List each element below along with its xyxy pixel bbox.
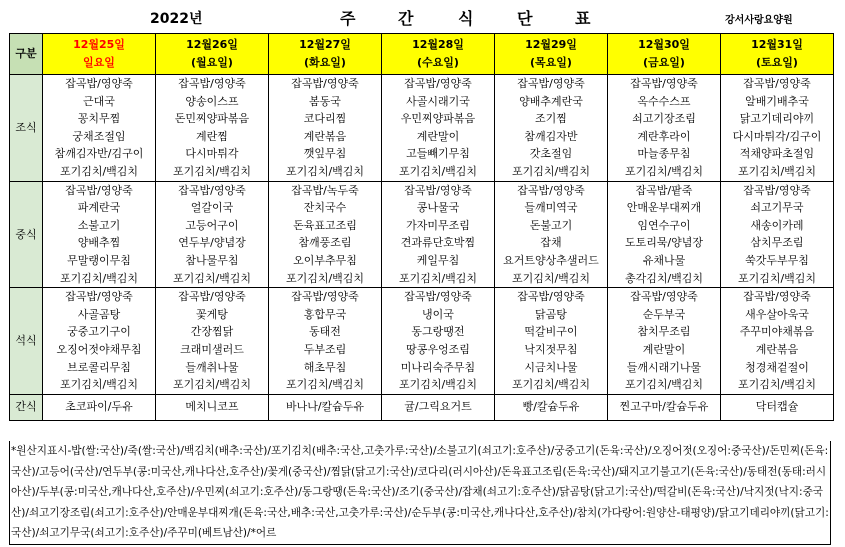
day-header — [495, 34, 608, 75]
day-date: 12월31일 — [751, 38, 803, 52]
menu-item: 근대국 — [83, 94, 115, 108]
menu-item: 계란말이 — [416, 129, 460, 143]
menu-item: 참깨풍조림 — [298, 236, 352, 250]
menu-cell — [269, 75, 382, 182]
menu-item: 떡갈비구이 — [524, 325, 578, 339]
menu-item: 잡곡밥/영양죽 — [65, 290, 133, 304]
menu-item: 양송이스프 — [185, 94, 239, 108]
menu-cell — [156, 181, 269, 288]
menu-item: 포기김치/백김치 — [398, 164, 478, 178]
menu-item: 오징어젓야채무침 — [56, 342, 142, 356]
menu-item: 양배추찜 — [77, 236, 121, 250]
menu-item: 잡채 — [540, 236, 562, 250]
menu-item: 참치무조림 — [637, 325, 691, 339]
menu-item: 시금치나물 — [524, 360, 578, 374]
header-row — [10, 34, 834, 75]
menu-item: 계란볶음 — [303, 129, 347, 143]
day-date: 12월27일 — [299, 38, 351, 52]
menu-item: 깻잎무침 — [303, 147, 347, 161]
menu-item: 잡곡밥/영양죽 — [178, 183, 246, 197]
day-name: (목요일) — [530, 56, 572, 69]
menu-cell — [721, 394, 834, 420]
menu-cell — [269, 181, 382, 288]
meal-label: 중식 — [10, 181, 43, 288]
day-header — [269, 34, 382, 75]
menu-item: 포기김치/백김치 — [737, 378, 817, 392]
menu-cell — [495, 394, 608, 420]
menu-item: 포기김치/백김치 — [172, 271, 252, 285]
menu-item: 동태전 — [309, 325, 341, 339]
menu-item: 들깨취나물 — [185, 360, 239, 374]
meal-row — [10, 288, 834, 395]
menu-cell — [721, 181, 834, 288]
menu-item: 주꾸미야채볶음 — [739, 325, 815, 339]
menu-cell — [382, 288, 495, 395]
menu-item: 적채양파초절임 — [739, 147, 815, 161]
menu-cell — [43, 394, 156, 420]
menu-item: 포기김치/백김치 — [59, 271, 139, 285]
menu-item: 메치니코프 — [185, 400, 239, 414]
menu-cell — [721, 75, 834, 182]
menu-item: 다시마튀각/김구이 — [732, 129, 822, 143]
title-char: 표 — [575, 9, 592, 28]
menu-item: 찐고구마/칼슘두유 — [619, 400, 709, 414]
menu-item: 포기김치/백김치 — [285, 271, 365, 285]
meal-row — [10, 181, 834, 288]
menu-item: 계란후라이 — [637, 129, 691, 143]
menu-item: 귤/그릭요거트 — [404, 400, 472, 414]
day-name: 일요일 — [83, 56, 115, 69]
menu-item: 잡곡밥/영양죽 — [630, 290, 698, 304]
menu-item: 참깨김자반 — [524, 129, 578, 143]
menu-item: 참나물무침 — [185, 253, 239, 267]
day-name: (금요일) — [643, 56, 685, 69]
menu-item: 동그랑땡전 — [411, 325, 465, 339]
menu-item: 갓초절임 — [529, 147, 573, 161]
menu-item: 새우살아욱국 — [745, 307, 809, 321]
day-name: (화요일) — [304, 56, 346, 69]
menu-cell — [608, 288, 721, 395]
menu-item: 총각김치/백김치 — [624, 271, 704, 285]
menu-item: 잡곡밥/영양죽 — [743, 290, 811, 304]
menu-item: 사골곰탕 — [77, 307, 121, 321]
menu-item: 케일무침 — [416, 253, 460, 267]
menu-item: 닭곰탕 — [535, 307, 567, 321]
menu-item: 포기김치/백김치 — [172, 164, 252, 178]
menu-item: 도토리묵/양념장 — [624, 236, 704, 250]
organization-name: 강서사랑요양원 — [725, 15, 793, 26]
title-char: 단 — [517, 9, 534, 28]
menu-cell — [43, 75, 156, 182]
menu-item: 참깨김자반/김구이 — [54, 147, 144, 161]
menu-item: 임연수구이 — [637, 218, 691, 232]
menu-item: 냉이국 — [422, 307, 454, 321]
menu-cell — [382, 394, 495, 420]
menu-item: 계란볶음 — [755, 342, 799, 356]
menu-item: 오이부추무침 — [293, 253, 357, 267]
menu-item: 빵/칼슘두유 — [522, 400, 580, 414]
menu-item: 잡곡밥/영양죽 — [404, 290, 472, 304]
menu-item: 궁채조절임 — [72, 129, 126, 143]
title-char: 식 — [458, 9, 475, 28]
menu-item: 들깨미역국 — [524, 201, 578, 215]
menu-item: 잡곡밥/영양죽 — [630, 77, 698, 90]
menu-cell — [495, 288, 608, 395]
menu-item: 잡곡밥/영양죽 — [743, 183, 811, 197]
menu-item: 포기김치/백김치 — [172, 378, 252, 392]
day-header — [156, 34, 269, 75]
menu-item: 궁중고기구이 — [67, 325, 131, 339]
menu-cell — [608, 75, 721, 182]
menu-item: 포기김치/백김치 — [511, 271, 591, 285]
menu-item: 무말랭이무침 — [67, 253, 131, 267]
menu-item: 알배기배추국 — [745, 94, 809, 108]
meal-row — [10, 75, 834, 182]
day-header — [382, 34, 495, 75]
meal-label: 석식 — [10, 288, 43, 395]
menu-item: 잡곡밥/영양죽 — [178, 77, 246, 90]
menu-item: 청경채겉절이 — [745, 360, 809, 374]
menu-item: 계란찜 — [196, 129, 228, 143]
menu-item: 봄동국 — [309, 94, 341, 108]
menu-item: 계란말이 — [642, 342, 686, 356]
day-date: 12월30일 — [638, 38, 690, 52]
menu-item: 새송이카레 — [750, 218, 804, 232]
menu-item: 코다리찜 — [303, 112, 347, 126]
menu-item: 연두부/양념장 — [178, 236, 246, 250]
menu-item: 조기찜 — [535, 112, 567, 126]
menu-item: 쇠고기무국 — [750, 201, 804, 215]
menu-item: 간장찜닭 — [190, 325, 234, 339]
menu-item: 초코파이/두유 — [65, 400, 133, 414]
menu-item: 포기김치/백김치 — [59, 164, 139, 178]
menu-item: 포기김치/백김치 — [737, 164, 817, 178]
menu-item: 고들빼기무침 — [406, 147, 470, 161]
menu-item: 포기김치/백김치 — [624, 164, 704, 178]
menu-item: 잔치국수 — [303, 201, 347, 215]
origin-note: *원산지표시-밥(쌀:국산)/죽(쌀:국산)/백김치(배추:국산)/포기김치(배추:국산,고춧가루:국산)/소불고기(쇠고기:호주산)/궁중고기(돈육:국산)/오징어젓(오징어:중국산)/돈민찌(돈육:국산)/고등어(국산)/연두부(콩:미국산,캐나다산,호주산)/꽃게(중국산)/찜닭(닭고기:국산)/코다리(러시아산)/돈육표고조림(돈육:국산)/돼지고기불고기(돈육:국산)/동태전(동태:러시아산)/두부(콩:미국산,캐나다산,호주산)/우민찌(쇠고기:호주산)/동그랑땡(돈육:국산)/조기(중국산)/잡채(쇠고기:호주산)/닭곰탕(닭고기:국산)/떡갈비(돈육:국산)/낙지젓(낙지:중국산)/쇠고기장조림(쇠고기:호주산)/안매운부대찌개(돈육:국산,배추:국산,고춧가루:국산)/순두부(콩:미국산,캐나다산,호주산)/참치(가다랑어:원양산-태평양)/닭고기데리야끼(닭고기:국산)/쇠고기무국(쇠고기:호주산)/주꾸미(베트남산)/*어르 — [9, 441, 831, 545]
day-date: 12월28일 — [412, 38, 464, 52]
menu-item: 쑥갓두부무침 — [745, 253, 809, 267]
menu-item: 브로콜리무침 — [67, 360, 131, 374]
meal-label: 간식 — [10, 394, 43, 420]
menu-cell — [382, 75, 495, 182]
day-date: 12월26일 — [186, 38, 238, 52]
menu-cell — [156, 394, 269, 420]
day-date: 12월25일 — [73, 38, 125, 52]
menu-item: 잡곡밥/영양죽 — [517, 183, 585, 197]
menu-item: 바나나/칼슘두유 — [285, 400, 365, 414]
year-label: 2022년 — [150, 11, 203, 27]
menu-item: 잡곡밥/영양죽 — [291, 290, 359, 304]
menu-item: 닭고기데리야끼 — [739, 112, 815, 126]
menu-item: 잡곡밥/영양죽 — [743, 77, 811, 90]
menu-item: 포기김치/백김치 — [737, 271, 817, 285]
menu-item: 양배추계란국 — [519, 94, 583, 108]
menu-item: 잡곡밥/팥죽 — [635, 183, 693, 197]
menu-item: 가자미무조림 — [406, 218, 470, 232]
menu-item: 크래미샐러드 — [180, 342, 244, 356]
menu-item: 다시마튀각 — [185, 147, 239, 161]
menu-item: 홍합무국 — [303, 307, 347, 321]
gubun-header: 구분 — [10, 34, 43, 75]
menu-cell — [495, 181, 608, 288]
menu-item: 소불고기 — [77, 218, 121, 232]
menu-cell — [382, 181, 495, 288]
day-header — [721, 34, 834, 75]
menu-item: 잡곡밥/영양죽 — [291, 77, 359, 90]
menu-cell — [608, 181, 721, 288]
meal-label: 조식 — [10, 75, 43, 182]
menu-item: 포기김치/백김치 — [398, 271, 478, 285]
weekly-menu-table — [9, 33, 834, 421]
menu-item: 마늘종무침 — [637, 147, 691, 161]
menu-item: 포기김치/백김치 — [59, 378, 139, 392]
day-name: (토요일) — [756, 56, 798, 69]
menu-item: 잡곡밥/영양죽 — [404, 77, 472, 90]
menu-item: 포기김치/백김치 — [624, 378, 704, 392]
menu-cell — [43, 181, 156, 288]
menu-item: 잡곡밥/영양죽 — [65, 183, 133, 197]
day-date: 12월29일 — [525, 38, 577, 52]
menu-item: 땅콩우엉조림 — [406, 342, 470, 356]
menu-item: 잡곡밥/영양죽 — [404, 183, 472, 197]
menu-item: 들깨시래기나물 — [626, 360, 702, 374]
menu-item: 파계란국 — [77, 201, 121, 215]
menu-item: 포기김치/백김치 — [285, 164, 365, 178]
menu-item: 안매운부대찌개 — [626, 201, 702, 215]
menu-item: 돈육표고조림 — [293, 218, 357, 232]
title-char: 간 — [398, 9, 415, 28]
menu-item: 꽁치무찜 — [77, 112, 121, 126]
menu-item: 견과류단호박찜 — [400, 236, 476, 250]
menu-item: 우민찌양파볶음 — [400, 112, 476, 126]
menu-item: 돈불고기 — [529, 218, 573, 232]
menu-item: 닥터캡슐 — [755, 400, 799, 414]
menu-item: 포기김치/백김치 — [398, 378, 478, 392]
menu-item: 얼갈이국 — [190, 201, 234, 215]
menu-item: 유채나물 — [642, 253, 686, 267]
day-header — [43, 34, 156, 75]
day-header — [608, 34, 721, 75]
menu-item: 잡곡밥/영양죽 — [178, 290, 246, 304]
menu-item: 잡곡밥/영양죽 — [517, 77, 585, 90]
menu-item: 미나리숙주무침 — [400, 360, 476, 374]
meal-row — [10, 394, 834, 420]
menu-item: 잡곡밥/영양죽 — [65, 77, 133, 90]
menu-item: 낙지젓무침 — [524, 342, 578, 356]
day-name: (수요일) — [417, 56, 459, 69]
menu-cell — [721, 288, 834, 395]
menu-item: 쇠고기장조림 — [632, 112, 696, 126]
menu-cell — [43, 288, 156, 395]
menu-item: 삼치무조림 — [750, 236, 804, 250]
menu-item: 순두부국 — [642, 307, 686, 321]
menu-cell — [269, 394, 382, 420]
menu-cell — [269, 288, 382, 395]
menu-item: 포기김치/백김치 — [511, 164, 591, 178]
menu-cell — [156, 288, 269, 395]
menu-item: 고등어구이 — [185, 218, 239, 232]
menu-cell — [495, 75, 608, 182]
menu-item: 두부조림 — [303, 342, 347, 356]
day-name: (월요일) — [191, 56, 233, 69]
menu-item: 요거트양상추샐러드 — [503, 253, 599, 267]
menu-item: 꽃게탕 — [196, 307, 228, 321]
menu-item: 돈민찌양파볶음 — [174, 112, 250, 126]
menu-cell — [608, 394, 721, 420]
menu-item: 옥수수스프 — [637, 94, 691, 108]
menu-item: 잡곡밥/녹두죽 — [291, 183, 359, 197]
menu-item: 포기김치/백김치 — [285, 378, 365, 392]
menu-item: 해초무침 — [303, 360, 347, 374]
menu-item: 콩나물국 — [416, 201, 460, 215]
menu-item: 포기김치/백김치 — [511, 378, 591, 392]
title-row — [0, 0, 845, 33]
menu-cell — [156, 75, 269, 182]
title-char: 주 — [340, 9, 357, 28]
menu-item: 잡곡밥/영양죽 — [517, 290, 585, 304]
menu-item: 사골시래기국 — [406, 94, 470, 108]
